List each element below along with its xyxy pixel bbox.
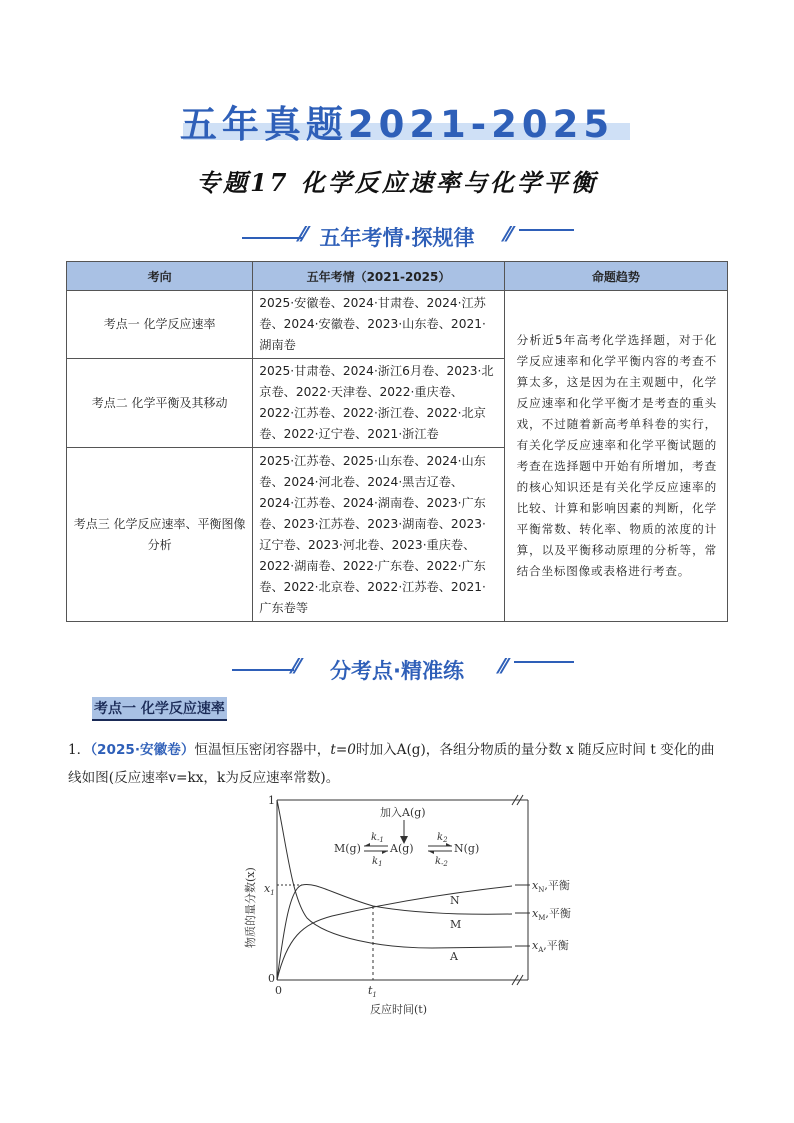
reaction-figure <box>232 788 572 1023</box>
scheme-species-n: N(g) <box>454 842 480 855</box>
eq-label-a: $x_A$,平衡 <box>532 939 569 954</box>
curve-n <box>277 886 512 980</box>
table-header-topic: 考向 <box>67 262 253 291</box>
trend-table <box>66 261 728 622</box>
y-tick-1: 1 <box>268 794 275 807</box>
table-header-trend: 命题趋势 <box>504 262 727 291</box>
section-decor-slash-left-2: ⁄⁄ <box>293 654 300 678</box>
section-decor-line-right <box>519 229 574 231</box>
table-cell-topic: 考点一 化学反应速率 <box>67 291 253 359</box>
question-t-equation: t=0 <box>330 742 356 758</box>
page-title: 五年真题2021-2025 <box>179 103 615 146</box>
scheme-add-label: 加入A(g) <box>380 806 426 819</box>
section-heading-practice: 分考点·精准练 <box>330 659 464 683</box>
section-decor-slash-right-2: ⁄⁄ <box>500 654 507 678</box>
question-number: 1． <box>68 742 91 758</box>
scheme-k1: $k_1$ <box>372 856 383 868</box>
question-text-a: 恒温恒压密闭容器中， <box>194 742 331 758</box>
section-decor-slash-left: ⁄⁄ <box>300 222 307 246</box>
scheme-k-minus2: $k_{-2}$ <box>435 856 448 868</box>
table-cell-history: 2025·安徽卷、2024·甘肃卷、2024·江苏卷、2024·安徽卷、2023·山东卷、2021·湖南卷 <box>253 291 504 359</box>
scheme-k-minus1: $k_{-1}$ <box>371 832 384 844</box>
question-source: （2025·安徽卷） <box>90 742 195 758</box>
scheme-k2: $k_2$ <box>437 832 448 844</box>
question-text-b: 时加入A(g)，各组分物质的量分数 x 随反应时间 t 变化的曲线如图(反应速率v=kx，k为反应速率常数)。 <box>68 742 715 786</box>
section-decor-slash-right: ⁄⁄ <box>505 222 512 246</box>
question-1 <box>68 736 728 792</box>
x-axis-label: 反应时间(t) <box>370 1003 428 1016</box>
eq-label-m: $x_M$,平衡 <box>532 907 571 922</box>
x-tick-0: 0 <box>275 984 282 997</box>
table-header-history: 五年考情（2021-2025） <box>253 262 504 291</box>
section-decor-line-right-2 <box>514 661 574 663</box>
page-subtitle: 专题17 化学反应速率与化学平衡 <box>196 168 598 197</box>
scheme-species-m: M(g) <box>334 842 361 855</box>
table-cell-history: 2025·江苏卷、2025·山东卷、2024·山东卷、2024·河北卷、2024·黑吉辽卷、2024·江苏卷、2024·湖南卷、2023·广东卷、2023·江苏卷、2023·湖南卷、2023·辽宁卷、2023·河北卷、2023·重庆卷、2022·湖南卷、2022·广东卷、2022·广东卷、2022·北京卷、2022·江苏卷、2021·广东卷等 <box>253 448 504 622</box>
y-tick-x1: $x_1$ <box>264 882 275 897</box>
curve-a <box>277 800 512 948</box>
y-axis-label: 物质的量分数(x) <box>244 867 257 948</box>
section-heading-trends: 五年考情·探规律 <box>319 226 475 250</box>
x-tick-t1: $t_1$ <box>368 984 377 999</box>
topic-label: 考点一 化学反应速率 <box>92 697 227 721</box>
curve-label-n: N <box>450 894 460 907</box>
table-cell-history: 2025·甘肃卷、2024·浙江6月卷、2023·北京卷、2022·天津卷、2022·重庆卷、2022·江苏卷、2022·浙江卷、2022·北京卷、2022·辽宁卷、2021·浙江卷 <box>253 359 504 448</box>
curve-label-m: M <box>450 918 462 931</box>
curve-m <box>277 885 512 980</box>
table-row <box>67 291 728 359</box>
curve-label-a: A <box>450 950 458 963</box>
y-tick-0: 0 <box>268 972 275 985</box>
table-cell-topic: 考点三 化学反应速率、平衡图像分析 <box>67 448 253 622</box>
table-cell-topic: 考点二 化学平衡及其移动 <box>67 359 253 448</box>
table-cell-trend: 分析近5年高考化学选择题，对于化学反应速率和化学平衡内容的考查不算太多，这是因为在主观题中，化学反应速率和化学平衡才是考查的重头戏，不过随着新高考单科卷的实行，有关化学反应速率和化学平衡试题的考查在选择题中开始有所增加，考查的核心知识还是有关化学反应速率的比较、计算和影响因素的判断，化学平衡常数、转化率、物质的浓度的计算，以及平衡移动原理的分析等，常结合坐标图像或表格进行考查。 <box>504 291 727 622</box>
eq-label-n: $x_N$,平衡 <box>532 879 570 894</box>
table-header-row <box>67 262 728 291</box>
scheme-species-a: A(g) <box>390 842 414 855</box>
